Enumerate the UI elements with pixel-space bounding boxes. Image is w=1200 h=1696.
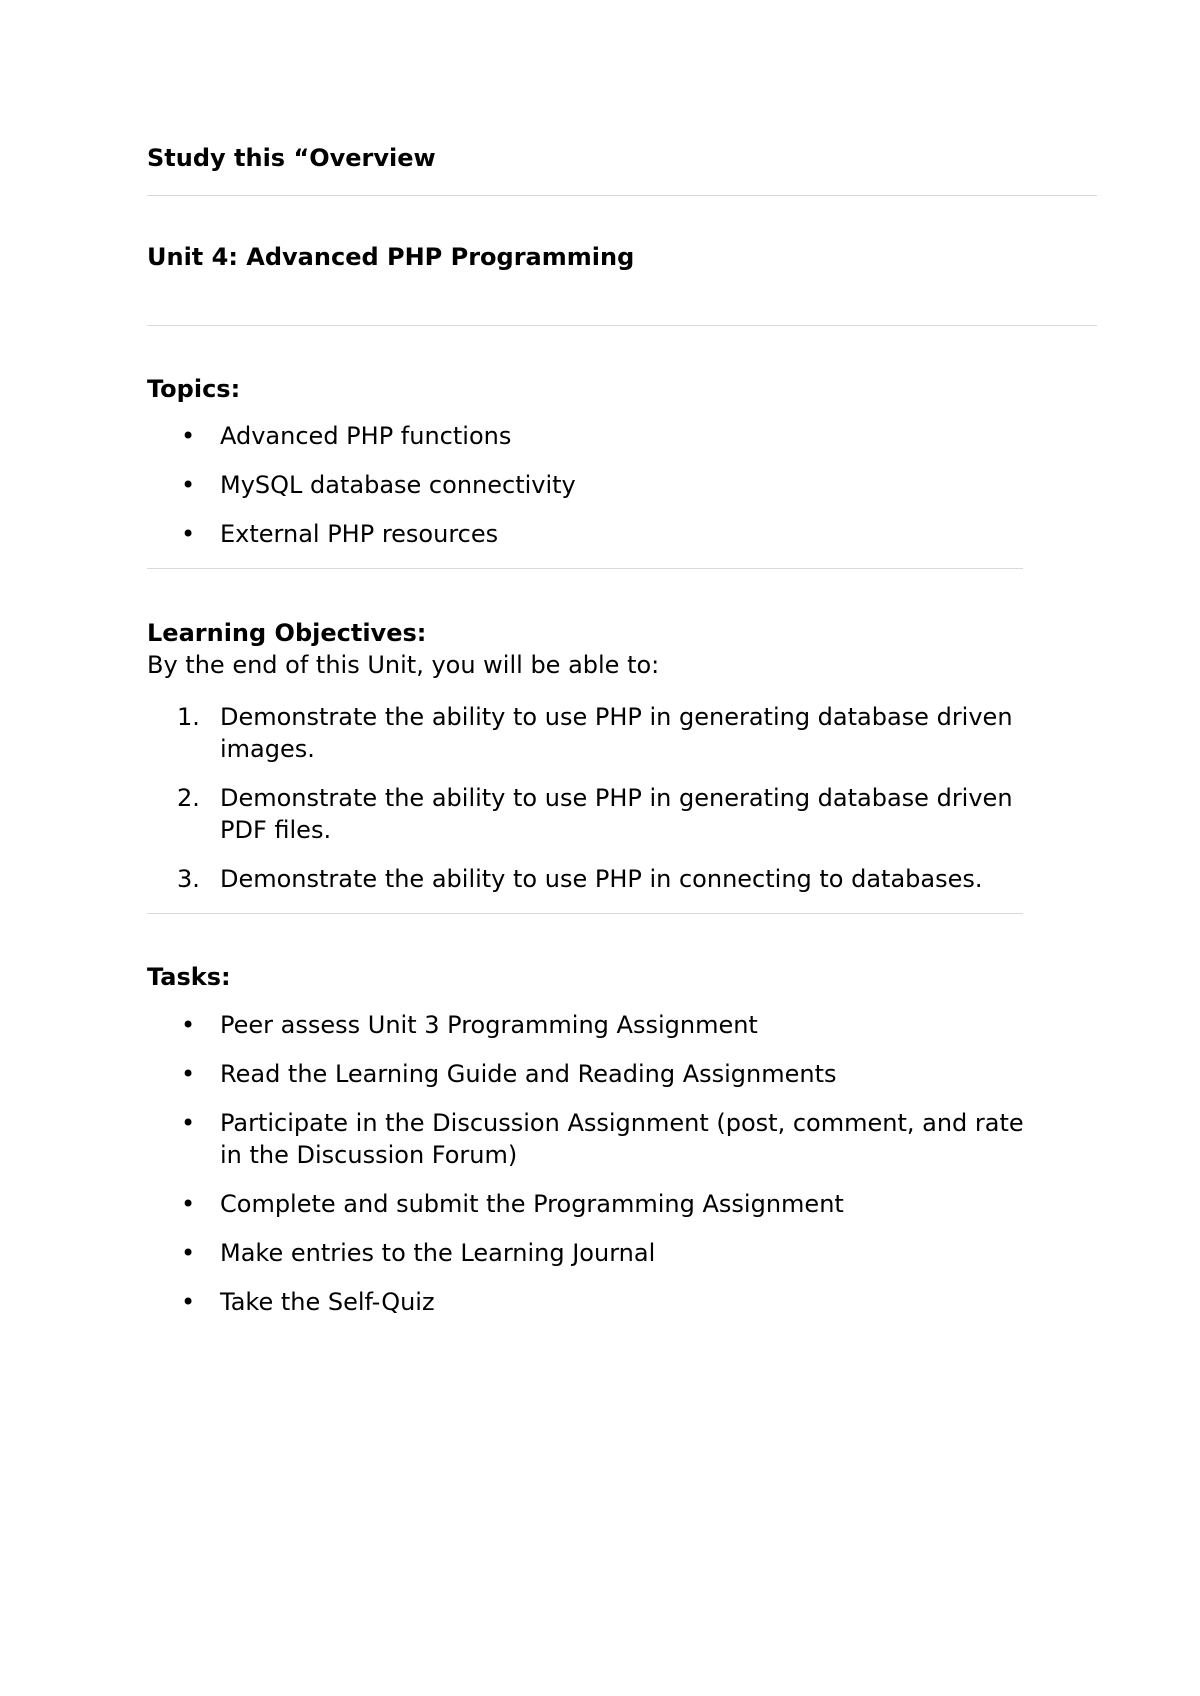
objective-text-continued: PDF files. (220, 816, 332, 844)
bullet-icon: • (181, 520, 196, 548)
objective-text: Demonstrate the ability to use PHP in connecting to databases. (220, 865, 983, 893)
divider (147, 325, 1097, 326)
bullet-icon: • (181, 1060, 196, 1088)
objective-text: Demonstrate the ability to use PHP in generating database driven (220, 784, 1013, 812)
task-text: Complete and submit the Programming Assignment (220, 1190, 844, 1218)
task-text: Participate in the Discussion Assignment (post, comment, and rate (220, 1109, 1024, 1137)
tasks-heading: Tasks: (147, 963, 231, 991)
objective-text-continued: images. (220, 735, 315, 763)
divider (147, 195, 1097, 196)
list-item (147, 420, 576, 452)
topics-heading: Topics: (147, 375, 241, 403)
task-text: Take the Self-Quiz (220, 1288, 435, 1316)
unit-heading: Unit 4: Advanced PHP Programming (147, 243, 635, 271)
list-item (147, 1107, 1024, 1171)
objectives-intro: By the end of this Unit, you will be able to: (147, 651, 660, 679)
list-item (147, 469, 576, 501)
topic-text: External PHP resources (220, 520, 499, 548)
bullet-icon: • (181, 1239, 196, 1267)
bullet-icon: • (181, 1190, 196, 1218)
item-number: 1. (177, 703, 200, 731)
task-text-continued: in the Discussion Forum) (220, 1141, 518, 1169)
bullet-icon: • (181, 471, 196, 499)
list-item (147, 1188, 1024, 1220)
bullet-icon: • (181, 1011, 196, 1039)
divider (147, 913, 1023, 914)
list-item (147, 1237, 1024, 1269)
objective-text: Demonstrate the ability to use PHP in generating database driven (220, 703, 1013, 731)
list-item (147, 782, 1013, 846)
tasks-list (147, 1009, 1024, 1318)
divider (147, 568, 1023, 569)
bullet-icon: • (181, 1109, 196, 1137)
list-item (147, 518, 576, 550)
item-number: 2. (177, 784, 200, 812)
bullet-icon: • (181, 1288, 196, 1316)
bullet-icon: • (181, 422, 196, 450)
list-item (147, 1058, 1024, 1090)
document-title: Study this “Overview (147, 144, 436, 172)
task-text: Read the Learning Guide and Reading Assignments (220, 1060, 837, 1088)
objectives-list (147, 701, 1013, 895)
item-number: 3. (177, 865, 200, 893)
topic-text: MySQL database connectivity (220, 471, 576, 499)
objectives-heading: Learning Objectives: (147, 619, 427, 647)
topic-text: Advanced PHP functions (220, 422, 512, 450)
task-text: Peer assess Unit 3 Programming Assignment (220, 1011, 758, 1039)
task-text: Make entries to the Learning Journal (220, 1239, 656, 1267)
topics-list (147, 420, 576, 550)
list-item (147, 1009, 1024, 1041)
list-item (147, 863, 1013, 895)
list-item (147, 1286, 1024, 1318)
list-item (147, 701, 1013, 765)
